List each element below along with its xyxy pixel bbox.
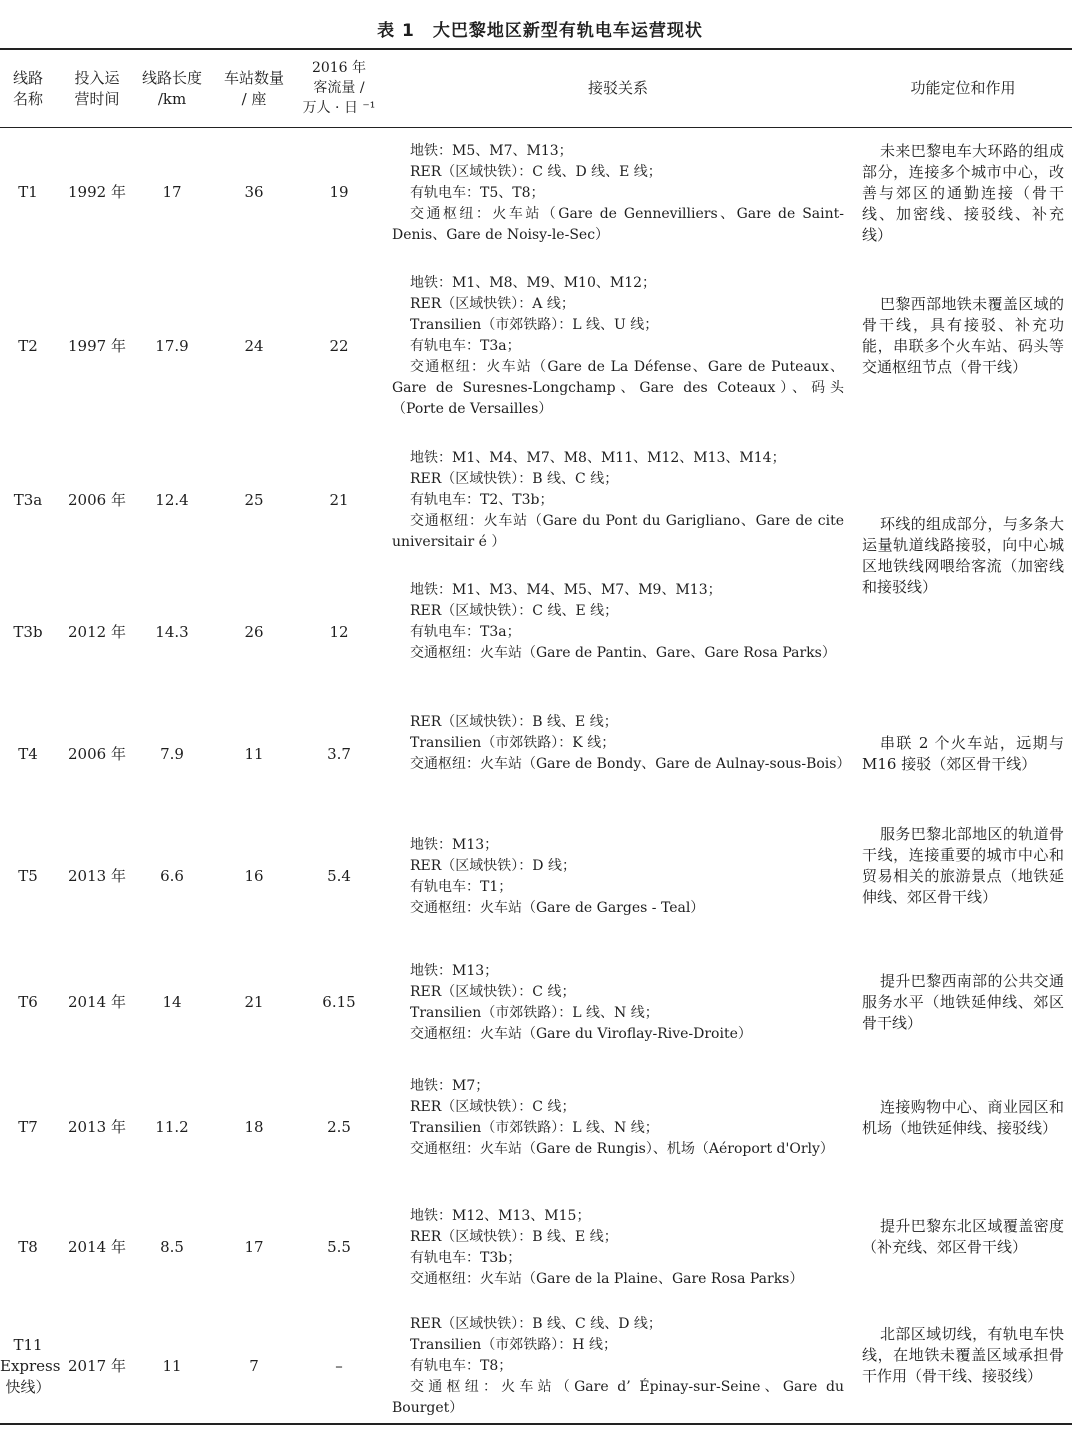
cell-length: 11 [162, 1357, 182, 1375]
cell-role: 串联 2 个火车站，远期与 M16 接驳（郊区骨干线） [862, 734, 1064, 773]
cell-line: T2 [18, 337, 38, 355]
cell-stations: 36 [244, 183, 264, 201]
connection-line: 地铁：M5、M7、M13； [410, 143, 573, 159]
connection-line: 交通枢纽：火车站（Gare de Rungis）、机场（Aéroport d'Orly） [410, 1141, 834, 1157]
cell-connections [392, 448, 844, 553]
cell-open-year: 2017 年 [68, 1357, 126, 1375]
cell-connections [392, 835, 844, 919]
cell-length: 17 [162, 183, 182, 201]
connection-line: 交通枢纽：火车站（Gare d’ Épinay-sur-Seine、Gare du Bourget） [392, 1379, 844, 1416]
cell-ridership: – [335, 1357, 343, 1375]
connection-line: 地铁：M7； [410, 1078, 490, 1094]
cell-stations: 17 [244, 1238, 264, 1256]
connection-line: 地铁：M13； [410, 963, 499, 979]
connection-line: Transilien（市郊铁路）：K 线； [410, 735, 616, 751]
cell-role: 巴黎西部地铁未覆盖区域的骨干线，具有接驳、补充功能，串联多个火车站、码头等交通枢纽节点（骨干线） [862, 295, 1064, 376]
cell-stations: 24 [244, 337, 264, 355]
cell-line: T5 [18, 867, 38, 885]
header-stations: 车站数量 / 座 [223, 69, 284, 108]
header-open-year: 投入运 营时间 [74, 69, 120, 108]
connection-line: RER（区域快铁）：C 线； [410, 1099, 576, 1115]
cell-ridership: 19 [329, 183, 349, 201]
cell-connections [392, 273, 844, 420]
connection-line: 地铁：M12、M13、M15； [410, 1208, 591, 1224]
table-header-rule [0, 127, 1072, 128]
cell-ridership: 5.4 [327, 867, 351, 885]
cell-line: T3b [13, 623, 43, 641]
cell-ridership: 6.15 [322, 993, 356, 1011]
connection-line: RER（区域快铁）：C 线、E 线； [410, 603, 619, 619]
cell-open-year: 2014 年 [68, 1238, 126, 1256]
cell-open-year: 1992 年 [68, 183, 126, 201]
cell-open-year: 2013 年 [68, 1118, 126, 1136]
table-bottom-rule [0, 1423, 1072, 1425]
connection-line: RER（区域快铁）：C 线； [410, 984, 576, 1000]
connection-line: 有轨电车：T3a； [410, 338, 521, 354]
connection-line: RER（区域快铁）：B 线、E 线； [410, 714, 618, 730]
cell-ridership: 3.7 [327, 745, 351, 763]
header-length: 线路长度 /km [141, 69, 202, 108]
cell-length: 7.9 [160, 745, 184, 763]
cell-ridership: 5.5 [327, 1238, 351, 1256]
header-connections: 接驳关系 [587, 79, 648, 97]
connection-line: 有轨电车：T1； [410, 879, 513, 895]
cell-line: T1 [18, 183, 38, 201]
cell-connections [392, 580, 844, 664]
header-role: 功能定位和作用 [910, 79, 1016, 97]
connection-line: 交通枢纽：火车站（Gare de Bondy、Gare de Aulnay-sous-Bois） [410, 756, 851, 772]
cell-stations: 21 [244, 993, 264, 1011]
connection-line: RER（区域快铁）：B 线、E 线； [410, 1229, 618, 1245]
cell-connections [392, 141, 844, 246]
connection-line: 交通枢纽：火车站（Gare de Pantin、Gare、Gare Rosa Parks） [410, 645, 836, 661]
cell-connections [392, 961, 844, 1045]
cell-connections [392, 1314, 844, 1419]
connection-line: 交通枢纽：火车站（Gare du Pont du Garigliano、Gare de cite universitair é ） [392, 513, 844, 550]
connection-line: Transilien（市郊铁路）：H 线； [410, 1337, 617, 1353]
cell-role: 服务巴黎北部地区的轨道骨干线，连接重要的城市中心和贸易相关的旅游景点（地铁延伸线、郊区骨干线） [862, 825, 1064, 906]
cell-length: 17.9 [155, 337, 189, 355]
connection-line: 有轨电车：T3a； [410, 624, 521, 640]
connection-line: 交通枢纽：火车站（Gare de Gennevilliers、Gare de Saint-Denis、Gare de Noisy-le-Sec） [392, 206, 844, 243]
connection-line: RER（区域快铁）：A 线； [410, 296, 575, 312]
connection-line: 交通枢纽：火车站（Gare de La Défense、Gare de Puteaux、Gare de Suresnes-Longchamp、Gare des Coteaux）、码头（Porte de Versailles） [392, 359, 844, 417]
cell-connections [392, 712, 851, 775]
connection-line: 地铁：M1、M3、M4、M5、M7、M9、M13； [410, 582, 722, 598]
cell-role-merged-t3: 环线的组成部分，与多条大运量轨道线路接驳，向中心城区地铁线网喂给客流（加密线和接驳线） [862, 515, 1064, 596]
table-top-rule [0, 48, 1072, 50]
connection-line: RER（区域快铁）：B 线、C 线、D 线； [410, 1316, 662, 1332]
cell-line: T6 [18, 993, 38, 1011]
cell-stations: 18 [244, 1118, 264, 1136]
connection-line: 地铁：M1、M8、M9、M10、M12； [410, 275, 657, 291]
cell-open-year: 2006 年 [68, 745, 126, 763]
cell-length: 14 [162, 993, 182, 1011]
cell-open-year: 2013 年 [68, 867, 126, 885]
table-title: 表 1 大巴黎地区新型有轨电车运营现状 [377, 21, 703, 41]
cell-ridership: 2.5 [327, 1118, 351, 1136]
cell-role: 北部区域切线，有轨电车快线，在地铁未覆盖区域承担骨干作用（骨干线、接驳线） [862, 1325, 1064, 1385]
cell-stations: 25 [244, 491, 264, 509]
connection-line: 交通枢纽：火车站（Gare de la Plaine、Gare Rosa Parks） [410, 1271, 804, 1287]
connection-line: 有轨电车：T2、T3b； [410, 492, 554, 508]
cell-length: 6.6 [160, 867, 184, 885]
connection-line: Transilien（市郊铁路）：L 线、U 线； [410, 317, 659, 333]
cell-open-year: 2014 年 [68, 993, 126, 1011]
cell-line: T8 [18, 1238, 38, 1256]
header-line: 线路 名称 [12, 69, 43, 108]
connection-line: RER（区域快铁）：B 线、C 线； [410, 471, 619, 487]
cell-open-year: 2012 年 [68, 623, 126, 641]
cell-length: 12.4 [155, 491, 189, 509]
connection-line: 地铁：M13； [410, 837, 499, 853]
cell-line: T7 [18, 1118, 38, 1136]
cell-length: 8.5 [160, 1238, 184, 1256]
connection-line: 交通枢纽：火车站（Gare du Viroflay-Rive-Droite） [410, 1026, 752, 1042]
header-ridership: 2016 年 客流量 / 万人 · 日 ⁻¹ [302, 60, 376, 116]
cell-role: 未来巴黎电车大环路的组成部分，连接多个城市中心，改善与郊区的通勤连接（骨干线、加密线、接驳线、补充线） [862, 142, 1064, 244]
cell-role: 提升巴黎西南部的公共交通服务水平（地铁延伸线、郊区骨干线） [862, 972, 1064, 1032]
connection-line: Transilien（市郊铁路）：L 线、N 线； [410, 1120, 659, 1136]
connection-line: 有轨电车：T3b； [410, 1250, 522, 1266]
cell-line: T3a [13, 491, 43, 509]
connection-line: 交通枢纽：火车站（Gare de Garges - Teal） [410, 900, 705, 916]
cell-connections [392, 1206, 844, 1290]
cell-stations: 26 [244, 623, 264, 641]
cell-ridership: 21 [329, 491, 349, 509]
cell-role: 提升巴黎东北区域覆盖密度（补充线、郊区骨干线） [862, 1217, 1064, 1256]
cell-stations: 7 [249, 1357, 259, 1375]
cell-connections [392, 1076, 844, 1160]
connection-line: Transilien（市郊铁路）：L 线、N 线； [410, 1005, 659, 1021]
cell-open-year: 2006 年 [68, 491, 126, 509]
cell-length: 14.3 [155, 623, 189, 641]
cell-stations: 11 [244, 745, 264, 763]
cell-line: T11 Express 快线） [0, 1336, 61, 1396]
cell-ridership: 22 [329, 337, 349, 355]
cell-stations: 16 [244, 867, 264, 885]
cell-open-year: 1997 年 [68, 337, 126, 355]
cell-ridership: 12 [329, 623, 349, 641]
cell-role: 连接购物中心、商业园区和机场（地铁延伸线、接驳线） [862, 1098, 1064, 1137]
connection-line: 有轨电车：T8； [410, 1358, 513, 1374]
connection-line: 有轨电车：T5、T8； [410, 185, 545, 201]
cell-length: 11.2 [155, 1118, 189, 1136]
connection-line: RER（区域快铁）：D 线； [410, 858, 576, 874]
cell-line: T4 [18, 745, 38, 763]
connection-line: 地铁：M1、M4、M7、M8、M11、M12、M13、M14； [410, 450, 786, 466]
connection-line: RER（区域快铁）：C 线、D 线、E 线； [410, 164, 662, 180]
